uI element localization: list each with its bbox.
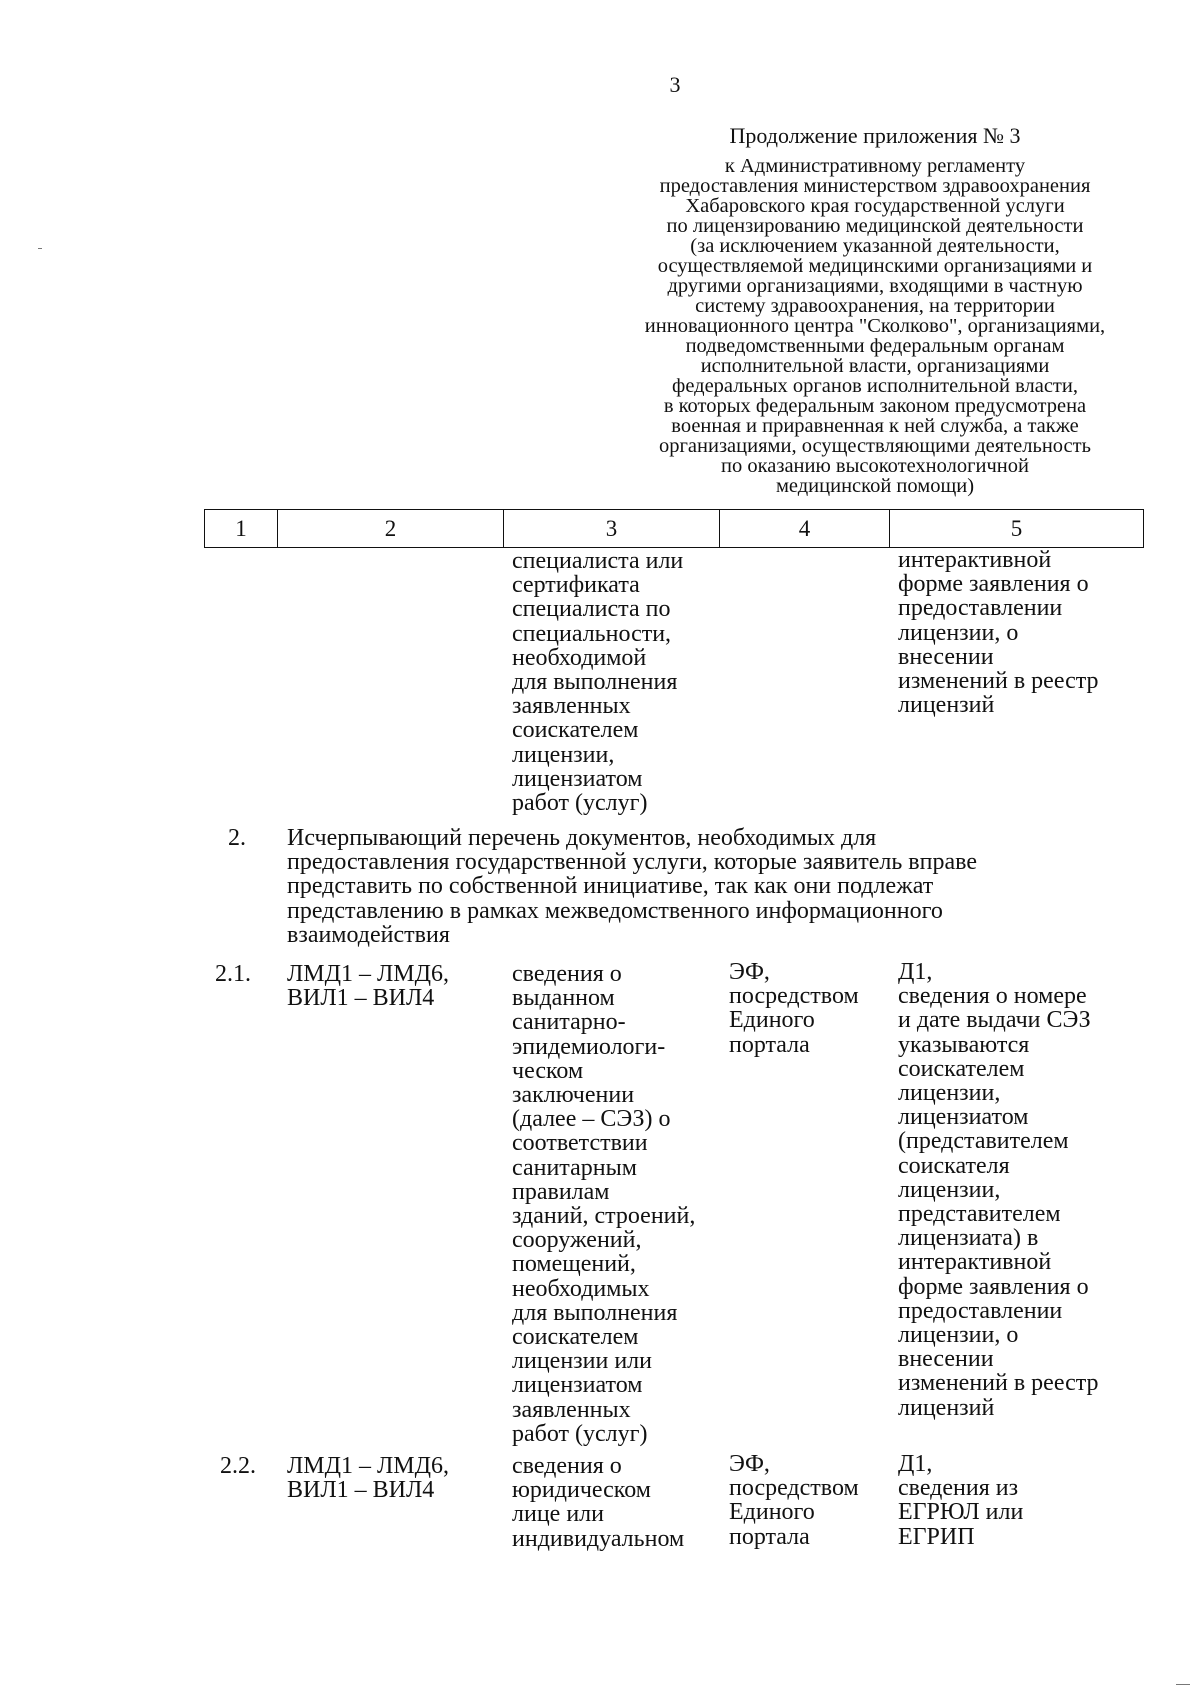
text-line: по лицензированию медицинской деятельности <box>666 215 1084 237</box>
text-line: лицензии, о <box>898 619 1019 646</box>
text-line: помещений, <box>512 1251 636 1278</box>
row-2-2-col2 <box>287 1454 449 1502</box>
text-line: (далее – СЭЗ) о <box>512 1106 671 1133</box>
text-line: зданий, строений, <box>512 1203 696 1230</box>
text-line: санитарным <box>512 1154 637 1181</box>
text-line: необходимых <box>512 1275 650 1302</box>
text-line: сооружений, <box>512 1227 642 1254</box>
text-line: предоставлении <box>898 595 1063 622</box>
text-line: взаимодействия <box>287 921 450 948</box>
column-number-2: 2 <box>278 510 504 548</box>
text-line: (за исключением указанной деятельности, <box>690 235 1060 257</box>
table-header <box>204 509 1144 548</box>
text-line: соискателем <box>512 717 639 744</box>
text-line: ЕГРИП <box>898 1523 975 1550</box>
text-line: заключении <box>512 1082 635 1109</box>
scan-mark <box>38 248 42 249</box>
column-number-1: 1 <box>205 510 278 548</box>
text-line: специалиста или <box>512 548 684 574</box>
text-line: необходимой <box>512 644 647 671</box>
text-line: посредством <box>729 1475 859 1502</box>
row-2-1-col3 <box>512 962 695 1446</box>
row-2-1-col4 <box>729 960 859 1057</box>
text-line: портала <box>729 1031 810 1058</box>
column-number-4: 4 <box>720 510 890 548</box>
row-2-2-col3 <box>512 1454 684 1551</box>
text-line: (представителем <box>898 1128 1069 1155</box>
text-line: работ (услуг) <box>512 1420 648 1447</box>
text-line: правилам <box>512 1178 610 1205</box>
text-line: соискателем <box>512 1324 639 1351</box>
text-line: внесении <box>898 1346 994 1373</box>
text-line: инновационного центра "Сколково", организациями, <box>644 315 1106 337</box>
text-line: соответствии <box>512 1130 648 1157</box>
text-line: Единого <box>729 1499 815 1526</box>
text-line: индивидуальном <box>512 1525 685 1552</box>
text-line: и дате выдачи СЭЗ <box>898 1007 1091 1034</box>
text-line: ВИЛ1 – ВИЛ4 <box>287 1477 435 1504</box>
row-2-1-number: 2.1. <box>215 961 251 987</box>
text-line: изменений в реестр <box>898 668 1099 695</box>
text-line: систему здравоохранения, на территории <box>695 295 1055 317</box>
row-2-2-col4 <box>729 1452 859 1549</box>
text-line: соискателем <box>898 1055 1025 1082</box>
text-line: ЛМД1 – ЛМД6, <box>287 961 449 987</box>
text-line: ЛМД1 – ЛМД6, <box>287 1453 449 1479</box>
text-line: лицензии или <box>512 1348 652 1375</box>
text-line: сведения о <box>512 1453 622 1479</box>
text-line: исполнительной власти, организациями <box>700 355 1050 377</box>
text-line: сертификата <box>512 572 640 599</box>
text-line: заявленных <box>512 1396 631 1423</box>
text-line: работ (услуг) <box>512 790 648 817</box>
text-line: Исчерпывающий перечень документов, необходимых для <box>287 825 877 851</box>
text-line: ЭФ, <box>729 1451 770 1477</box>
text-line: Единого <box>729 1007 815 1034</box>
text-line: лицензий <box>898 1394 995 1421</box>
text-line: портала <box>729 1523 810 1550</box>
text-line: лице или <box>512 1501 604 1528</box>
text-line: представлению в рамках межведомственного информационного <box>287 897 943 924</box>
row-2-2-number: 2.2. <box>220 1453 256 1479</box>
text-line: подведомственными федеральным органам <box>685 335 1065 357</box>
text-line: Д1, <box>898 959 933 985</box>
text-line: форме заявления о <box>898 1273 1089 1300</box>
text-line: форме заявления о <box>898 571 1089 598</box>
text-line: предоставлении <box>898 1297 1063 1324</box>
appendix-reference <box>620 156 1130 496</box>
text-line: лицензии, о <box>898 1322 1019 1349</box>
text-line: федеральных органов исполнительной власти, <box>672 375 1078 397</box>
text-line: специальности, <box>512 620 672 647</box>
text-line: сведения о <box>512 961 622 987</box>
text-line: военная и приравненная к ней служба, а также <box>671 415 1079 437</box>
row-2-2-col5 <box>898 1452 1023 1549</box>
text-line: лицензии, <box>898 1176 1001 1203</box>
text-line: ЭФ, <box>729 959 770 985</box>
text-line: изменений в реестр <box>898 1370 1099 1397</box>
text-line: эпидемиологи- <box>512 1033 666 1060</box>
page-number: 3 <box>669 72 681 97</box>
text-line: заявленных <box>512 693 631 720</box>
text-line: Хабаровского края государственной услуги <box>685 195 1065 217</box>
section-number: 2. <box>228 825 246 851</box>
text-line: указываются <box>898 1031 1030 1058</box>
continued-row-col5 <box>898 548 1099 717</box>
text-line: ческом <box>512 1057 584 1084</box>
text-line: лицензиатом <box>898 1104 1029 1131</box>
text-line: ВИЛ1 – ВИЛ4 <box>287 985 435 1012</box>
text-line: интерактивной <box>898 1249 1052 1276</box>
text-line: сведения из <box>898 1475 1019 1502</box>
column-number-3: 3 <box>504 510 720 548</box>
text-line: по оказанию высокотехнологичной <box>721 455 1029 477</box>
text-line: лицензиатом <box>512 765 643 792</box>
text-line: посредством <box>729 983 859 1010</box>
text-line: лицензии, <box>898 1080 1001 1107</box>
text-line: санитарно- <box>512 1009 626 1036</box>
row-2-1-col2 <box>287 962 449 1010</box>
text-line: представителем <box>898 1201 1061 1228</box>
appendix-title: Продолжение приложения № 3 <box>729 123 1021 148</box>
text-line: ЕГРЮЛ или <box>898 1499 1024 1526</box>
text-line: представить по собственной инициативе, так как они подлежат <box>287 873 934 900</box>
text-line: осуществляемой медицинскими организациями и <box>657 255 1093 277</box>
text-line: предоставления государственной услуги, которые заявитель вправе <box>287 849 977 876</box>
scan-mark <box>1176 1684 1190 1685</box>
text-line: лицензиатом <box>512 1372 643 1399</box>
text-line: внесении <box>898 643 994 670</box>
text-line: другими организациями, входящими в частную <box>667 275 1083 297</box>
row-2-1-col5 <box>898 960 1099 1420</box>
text-line: сведения о номере <box>898 983 1087 1010</box>
text-line: специалиста по <box>512 596 671 623</box>
text-line: для выполнения <box>512 1299 678 1326</box>
text-line: выданном <box>512 985 615 1012</box>
column-number-5: 5 <box>890 510 1144 548</box>
text-line: предоставления министерством здравоохранения <box>659 175 1091 197</box>
text-line: Д1, <box>898 1451 933 1477</box>
text-line: лицензий <box>898 692 995 719</box>
text-line: к Административному регламенту <box>724 155 1026 177</box>
text-line: организациями, осуществляющими деятельность <box>659 435 1091 457</box>
text-line: лицензиата) в <box>898 1225 1039 1252</box>
text-line: юридическом <box>512 1477 651 1504</box>
text-line: в которых федеральным законом предусмотрена <box>663 395 1087 417</box>
text-line: медицинской помощи) <box>775 475 975 497</box>
text-line: лицензии, <box>512 741 615 768</box>
text-line: соискателя <box>898 1152 1010 1179</box>
section-title <box>287 826 1127 947</box>
continued-row-col3 <box>512 549 683 815</box>
text-line: для выполнения <box>512 669 678 696</box>
text-line: интерактивной <box>898 547 1052 573</box>
